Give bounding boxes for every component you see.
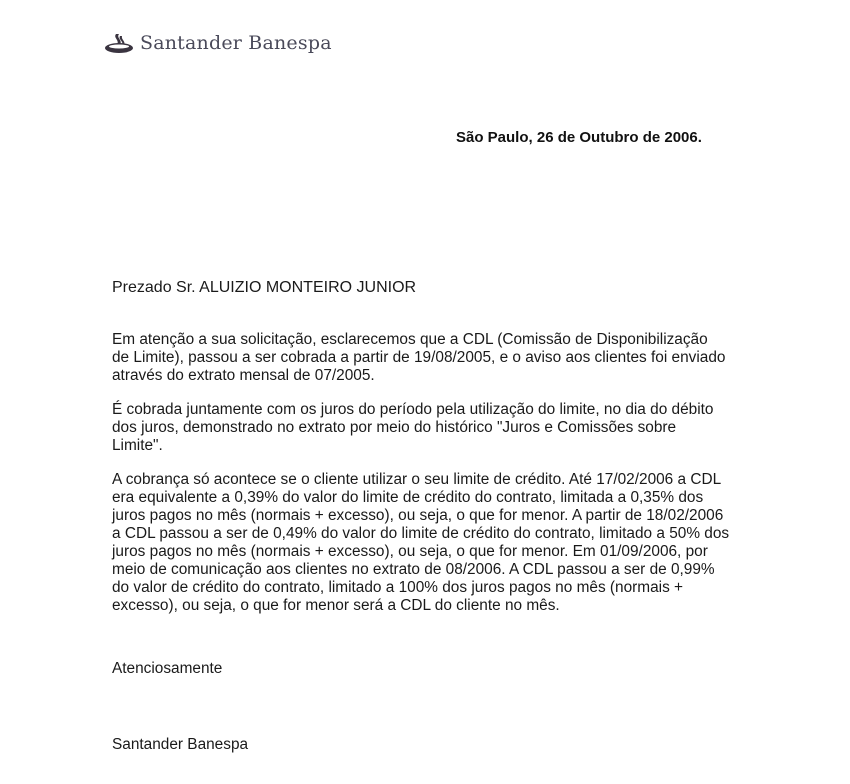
paragraph-1 <box>112 331 752 385</box>
paragraph-2 <box>112 401 752 455</box>
text-line: meio de comunicação aos clientes no extrato de 08/2006. A CDL passou a ser de 0,99% <box>112 561 715 578</box>
text-line: excesso), ou seja, o que for menor será a CDL do cliente no mês. <box>112 597 560 614</box>
text-line: do valor de crédito do contrato, limitado a 100% dos juros pagos no mês (normais + <box>112 579 684 596</box>
text-line: a CDL passou a ser de 0,49% do valor do limite de crédito do contrato, limitado a 50% dos <box>112 525 730 542</box>
paragraph-3 <box>112 471 752 615</box>
closing: Atenciosamente <box>112 660 223 677</box>
text-line: A cobrança só acontece se o cliente utilizar o seu limite de crédito. Até 17/02/2006 a CDL <box>112 471 722 488</box>
text-line: juros pagos no mês (normais + excesso), ou seja, o que for menor. Em 01/09/2006, por <box>112 543 708 560</box>
greeting: Prezado Sr. ALUIZIO MONTEIRO JUNIOR <box>112 279 417 296</box>
date-line: São Paulo, 26 de Outubro de 2006. <box>456 129 702 146</box>
santander-flame-icon <box>104 32 134 54</box>
text-line: Em atenção a sua solicitação, esclarecemos que a CDL (Comissão de Disponibilização <box>112 331 708 348</box>
text-line: juros pagos no mês (normais + excesso), ou seja, o que for menor. A partir de 18/02/2006 <box>112 507 724 524</box>
text-line: dos juros, demonstrado no extrato por meio do histórico "Juros e Comissões sobre <box>112 419 677 436</box>
text-line: era equivalente a 0,39% do valor do limite de crédito do contrato, limitada a 0,35% dos <box>112 489 704 506</box>
text-line: Limite". <box>112 437 163 454</box>
text-line: É cobrada juntamente com os juros do período pela utilização do limite, no dia do débito <box>112 401 714 418</box>
signature: Santander Banespa <box>112 736 249 753</box>
text-line: de Limite), passou a ser cobrada a partir de 19/08/2005, e o aviso aos clientes foi enviado <box>112 349 726 366</box>
bank-name: Santander Banespa <box>140 32 332 54</box>
text-line: através do extrato mensal de 07/2005. <box>112 367 375 384</box>
letterhead-logo <box>104 32 332 54</box>
